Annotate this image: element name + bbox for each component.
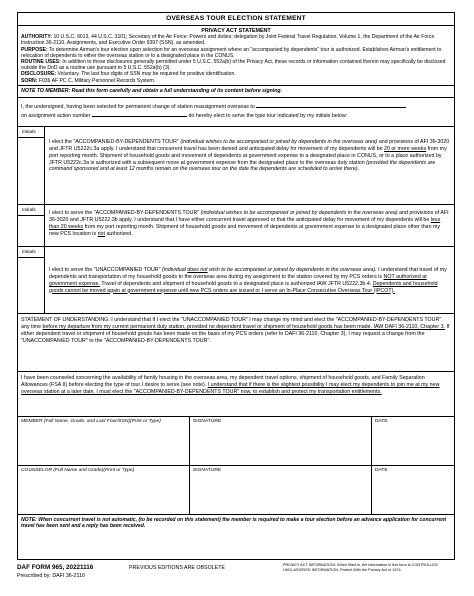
date-label: DATE: [375, 418, 388, 424]
initials-field-1[interactable]: [18, 138, 45, 204]
option-accompanied-delayed: [18, 127, 454, 205]
privacy-act-statement: [18, 26, 454, 86]
opt3-e: I understand that travel of my dependents and transportation of my household goods to the overseas area during my assignment to the station covered by my PCS orders is: [49, 266, 447, 280]
form-title: OVERSEAS TOUR ELECTION STATEMENT: [18, 13, 454, 26]
option-accompanied-concurrent: [18, 205, 454, 247]
counsel-b: I understand that if there is the slightest possibility I may elect my dependents to join me at my new overseas station at a later date, I must elect the "ACCOMPANIED-BY-DEPENDENTS TOUR" now, to establish and protect my transportation entitlements.: [21, 381, 440, 395]
opt3-b: (individual: [161, 266, 186, 273]
form-footer: [17, 561, 455, 587]
initials-label: Initials: [18, 205, 45, 216]
member-name-field[interactable]: [18, 417, 190, 465]
initials-field-2[interactable]: [18, 216, 45, 246]
signature-label: SIGNATURE: [193, 418, 222, 424]
form-number: DAF FORM 965, 20221116: [17, 564, 94, 571]
previous-editions: PREVIOUS EDITIONS ARE OBSOLETE: [129, 565, 225, 571]
opt2-a: I elect to serve the "ACCOMPANIED-BY-DEPENDENTS TOUR": [49, 209, 200, 216]
privacy-act-info: PRIVACY ACT INFORMATION: When filled in, the information in this form is CONTROLLED UNCLASSIFIED INFORMATION. Protect With the Privacy Act of 1974.: [283, 563, 438, 572]
initials-label: Initials: [18, 127, 45, 138]
authority-text: 10 U.S.C. 9013, 44 U.S.C. 3101; Secretary of the Air Force: Powers and duties; delegation by Joint Federal Travel Regulation, Volume 1, the Department of the Air Force Instruction 36-2110, Assignments, and Executive Order 9397 (SSN), as amended.: [21, 34, 435, 47]
counsel-a: I have been counseled concerning the availability of family housing in the overseas area, my dependent travel options, shipment of household goods, and Family Separation Allowances (FSA II) before electing the type of tour I desire to serve (see note).: [21, 374, 425, 388]
privacy-heading: PRIVACY ACT STATEMENT: [201, 28, 271, 34]
disclosure-label: DISCLOSURE:: [21, 71, 57, 78]
form-container: [17, 12, 455, 560]
signature-label: SIGNATURE: [193, 467, 222, 473]
counselor-label: COUNSELOR (Full Name and Grade)(Print or Type): [21, 467, 135, 473]
understanding-a: STATEMENT OF UNDERSTANDING: I understand that if I elect the "UNACCOMPANIED TOUR" I may change my mind and elect the "ACCOMPANIED-BY-DEPENDENTS TOUR" any time: [21, 316, 442, 330]
statement-of-understanding: [18, 314, 454, 372]
opt3-a: I elect to serve the "UNACCOMPANIED TOUR": [49, 266, 161, 273]
purpose-text: To determine Airman's tour election upon selection for an overseas assignment where an "accompanied by dependents" tour is authorized. Establishes Airman's entitlement to relocation of dependents to either the overseas station or to a designated place in the CONUS.: [21, 46, 442, 59]
sorn-text: F036 AF PC C, Military Personnel Records System.: [38, 77, 156, 84]
opt3-h: Dependents and household goods cannot be moved again at government expense until new PCS orders are issued or I serve an In-Place Consecutive Overseas Tour (IPCOT).: [49, 280, 438, 294]
opt2-g: authorized.: [106, 230, 133, 237]
opt1-a: I elect the "ACCOMPANIED-BY-DEPENDENTS TOUR": [49, 138, 179, 145]
sorn-label: SORN:: [21, 77, 38, 84]
assignment-number-field[interactable]: [92, 111, 187, 117]
understanding-c: If either dependent travel or shipment of household goods has been made on the basis of my PCS orders (refer to DAFI 36-2110, Chapter 3), I may request a change from the "UNACCOMPANIED TOUR" to the "ACCOMPANIED-BY-DEPENDENTS TOUR".: [21, 323, 450, 344]
pledge-line-2b: do hereby elect to serve the type tour indicated by my initials below:: [188, 113, 348, 120]
overseas-location-field[interactable]: [256, 102, 406, 108]
opt3-f: NOT authorized at government expense.: [49, 273, 427, 287]
opt1-b: (individual wishes to be accompanied or joined by dependents in the overseas area): [180, 138, 378, 145]
election-pledge: [18, 98, 454, 127]
date-label: DATE: [375, 467, 388, 473]
purpose-label: PURPOSE:: [21, 46, 48, 53]
counseling-statement: [18, 372, 454, 417]
disclosure-text: Voluntary. The last four digits of SSN may be required for positive identification.: [57, 71, 236, 78]
member-signature-row: [18, 417, 454, 466]
option-1-text: [49, 139, 450, 174]
opt2-b: (individual wishes to be accompanied or joined by dependents in the overseas area): [200, 209, 398, 216]
routine-uses-text: In addition to those disclosures generally permitted under 5 U.S.C. 552a(b) of the Privacy Act, these records or information contained therein may specifically be disclosed outside the DoD as a routine use pursuant to 5 U.S.C. 552a(b) (3).: [21, 59, 446, 72]
counselor-date-field[interactable]: [372, 466, 454, 514]
opt2-e: from my port reporting month. Shipment of household goods and movement of dependents at government expense to a designated place other than my new PCS location is: [49, 223, 441, 237]
member-date-field[interactable]: [372, 417, 454, 465]
option-unaccompanied: [18, 247, 454, 314]
note-to-member: NOTE TO MEMBER: Read this form carefully and obtain a full understanding of its content before signing.: [18, 86, 454, 98]
opt2-c: and provisions of AFI 36-3020 and JFTR U5222.3b apply. I understand that I have either concurrent travel approved or that the anticipated delay for movement of my dependents will be: [49, 209, 449, 223]
pledge-line-1: I, the undersigned, having been selected for permanent change of station reassignment overseas to: [21, 103, 255, 110]
opt1-e: from my port reporting month. Shipment of household goods and movement of dependents at government expense to a designated place in CONUS, or to a place authorized by JFTR U5222c.3a is authorized with a subsequent move at government expense from the designated place to the overseas duty station: [49, 145, 447, 166]
opt1-f: (provided the dependents are command sponsored and at least 12 months remain on the overseas tour on the date the dependents are scheduled to arrive there).: [49, 159, 436, 173]
opt3-c: does not: [187, 266, 208, 273]
bottom-note: NOTE: When concurrent travel is not automatic, (to be recorded on this statement) the member is required to make a tour election before an advance application for concurrent travel has been sent and a reply has been received.: [21, 516, 447, 530]
pledge-line-2a: on assignment action number: [21, 113, 91, 120]
routine-uses-label: ROUTINE USES:: [21, 59, 61, 66]
opt2-f: not: [97, 230, 105, 237]
opt1-c: and provisions of AFI 36-3020 and JFTR U5222c.3a apply. I understand that concurrent travel has been denied and anticipated delay for movement of my dependents will be: [49, 138, 450, 152]
option-3-text: [49, 267, 450, 295]
prescribed-by: Prescribed by: DAFI 36-2110: [17, 573, 85, 579]
opt3-g: Travel of dependents and shipment of household goods to a designated place is authorized IAW JFTR U5222.3b.4.: [101, 280, 372, 287]
member-signature-field[interactable]: [190, 417, 372, 465]
opt1-d: 20 or more weeks: [384, 145, 427, 152]
understanding-b: before my departure from my current permanent duty station, provided no dependent travel or shipment of household goods has been made. IAW DAFI 36-2110, Chapter 3.: [42, 323, 446, 330]
opt2-d: less than 20 weeks: [49, 216, 441, 230]
initials-field-3[interactable]: [18, 258, 45, 313]
option-2-text: [49, 210, 450, 238]
authority-label: AUTHORITY:: [21, 34, 53, 41]
counselor-signature-field[interactable]: [190, 466, 372, 514]
counselor-signature-row: [18, 466, 454, 515]
counselor-name-field[interactable]: [18, 466, 190, 514]
opt3-d: wish to be accompanied or joined by dependents in the overseas area).: [209, 266, 377, 273]
member-label: MEMBER (Full Name, Grade, and Last Four/SSN)(Print or Type): [21, 418, 161, 424]
initials-label: Initials: [18, 247, 45, 258]
